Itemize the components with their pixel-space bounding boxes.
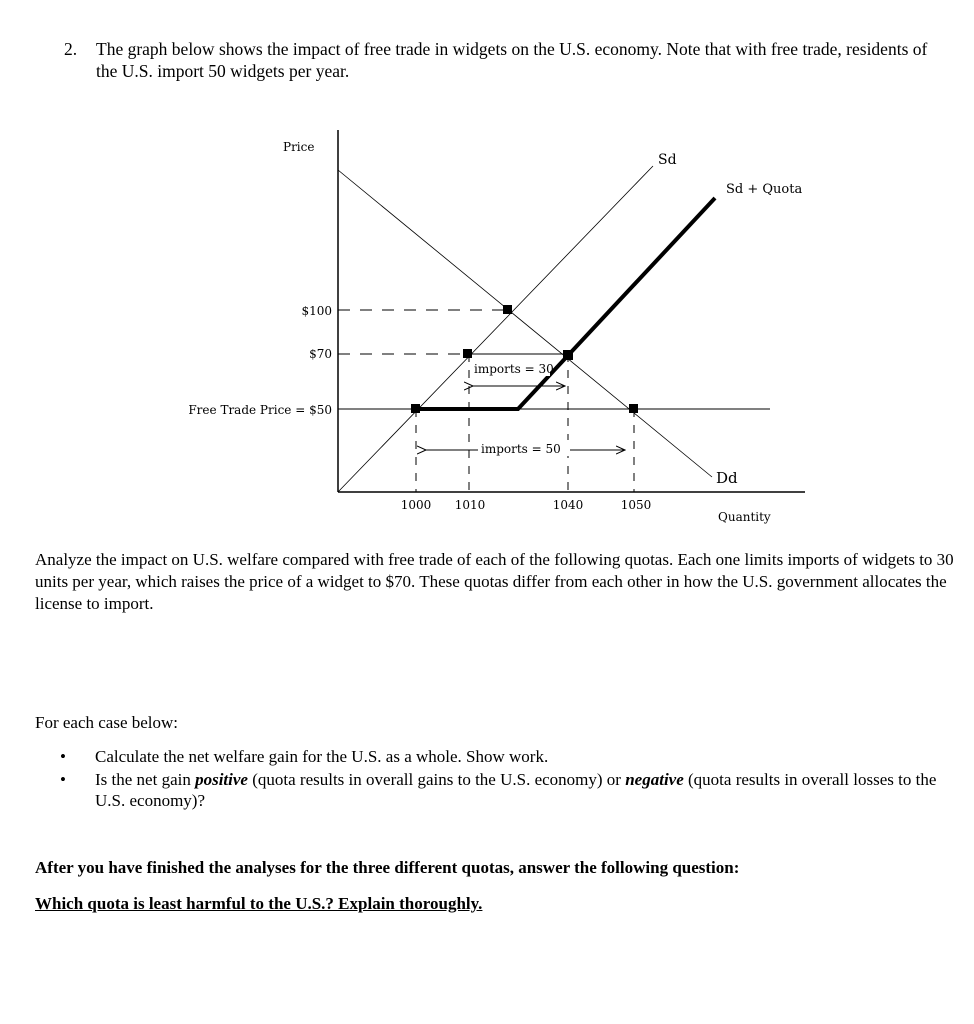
quantity-label-1040: 1040 xyxy=(552,498,584,512)
supply-quota-label: Sd + Quota xyxy=(726,182,803,197)
for-each-label: For each case below: xyxy=(35,713,179,732)
bullet-text: Is the net gain xyxy=(95,770,196,789)
price-label-100: $100 xyxy=(301,304,332,318)
quantity-label-1010: 1010 xyxy=(454,498,486,512)
quantity-label-1050: 1050 xyxy=(620,498,652,512)
instruction-list xyxy=(60,746,960,813)
quantity-label-1000: 1000 xyxy=(400,498,432,512)
bullet-text: (quota results in overall losses to the U.S. economy)? xyxy=(95,770,937,810)
question-number: 2. xyxy=(64,39,78,59)
y-axis-label: Price xyxy=(283,140,315,154)
bullet-calculate xyxy=(60,746,960,767)
bullet-text: Calculate the net welfare gain for the U.S. as a whole. Show work. xyxy=(95,747,549,766)
question-intro: The graph below shows the impact of free trade in widgets on the U.S. economy. Note that with free trade, residents of the U.S. import 50 widgets per year. xyxy=(96,39,928,81)
analysis-paragraph: Analyze the impact on U.S. welfare compared with free trade of each of the following quotas. Each one limits imports of widgets to 30 units per year, which raises the price of a widget to $70. These quotas differ from each other in how the U.S. government allocates the license to import. xyxy=(35,550,954,613)
equilibrium-markers xyxy=(411,305,638,413)
price-label-70: $70 xyxy=(309,347,332,361)
final-question: Which quota is least harmful to the U.S.? Explain thoroughly. xyxy=(35,894,483,913)
positive-emphasis: positive xyxy=(195,770,248,789)
imports-30-label: imports = 30 xyxy=(474,362,554,376)
demand-label: Dd xyxy=(716,469,738,487)
bullet-text: (quota results in overall gains to the U.S. economy) or xyxy=(247,770,626,789)
x-axis-label: Quantity xyxy=(718,510,771,524)
price-label-50: Free Trade Price = $50 xyxy=(188,403,332,417)
supply-label: Sd xyxy=(658,152,677,168)
demand-curve xyxy=(338,170,712,477)
imports-50-label: imports = 50 xyxy=(481,442,561,456)
final-instruction: After you have finished the analyses for the three different quotas, answer the following question: xyxy=(35,858,740,877)
supply-plus-quota-curve xyxy=(416,198,715,409)
negative-emphasis: negative xyxy=(625,770,684,789)
bullet-sign xyxy=(60,769,960,811)
